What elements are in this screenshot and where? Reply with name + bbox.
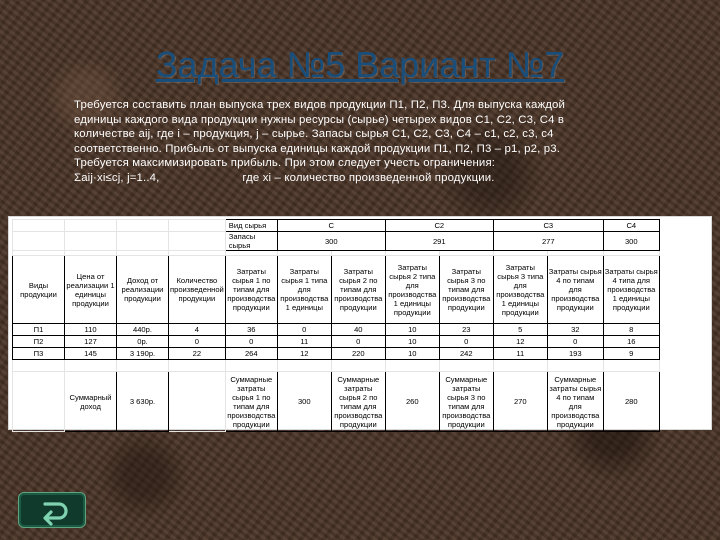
table-cell: 32 — [547, 324, 603, 336]
empty-cell — [225, 360, 277, 372]
spreadsheet-table — [12, 219, 660, 432]
empty-cell — [169, 220, 226, 232]
empty-cell — [13, 220, 65, 232]
raw-type-label: Вид сырья — [225, 220, 277, 232]
back-button[interactable] — [18, 492, 86, 528]
slide-title: Задача №5 Вариант №7 — [155, 44, 565, 85]
table-cell: 5 — [493, 324, 547, 336]
empty-cell — [603, 360, 659, 372]
sum-raw4-value: 280 — [603, 372, 659, 432]
sum-raw3-label: Суммарные затраты сырья 3 по типам для производства продукции — [439, 372, 493, 432]
table-cell: 4 — [169, 324, 226, 336]
table-cell: П2 — [13, 336, 65, 348]
stock-c2: 291 — [385, 232, 493, 251]
empty-cell — [439, 360, 493, 372]
empty-cell — [13, 232, 65, 251]
sum-raw1-value: 300 — [277, 372, 331, 432]
raw-type-c3: С3 — [493, 220, 603, 232]
table-cell: 8 — [603, 324, 659, 336]
empty-cell — [117, 220, 169, 232]
empty-cell — [493, 360, 547, 372]
table-cell: 0р. — [117, 336, 169, 348]
empty-cell — [117, 232, 169, 251]
table-cell: П3 — [13, 348, 65, 360]
header-raw2-spend: Затраты сырья 2 по типам для производства продукции — [331, 256, 385, 324]
task-line: соответственно. Прибыль от выпуска единицы каждой продукции П1, П2, П3 – р1, р2, р3. — [74, 142, 561, 155]
empty-cell — [117, 360, 169, 372]
table-cell: 11 — [493, 348, 547, 360]
header-raw3-per-unit: Затраты сырья 3 типа для производства 1 единицы продукции — [493, 256, 547, 324]
table-cell: 0 — [439, 336, 493, 348]
task-line: единицы каждого вида продукции нужны ресурсы (сырье) четырех видов С1, С2, С3, С4 в — [74, 113, 565, 126]
table-cell: 193 — [547, 348, 603, 360]
total-income-label: Суммарный доход — [65, 372, 117, 432]
empty-cell — [65, 232, 117, 251]
task-line: Требуется составить план выпуска трех видов продукции П1, П2, П3. Для выпуска каждой — [74, 99, 566, 111]
table-cell: 0 — [169, 336, 226, 348]
empty-cell — [277, 360, 331, 372]
raw-type-c1: С — [277, 220, 385, 232]
table-cell: П1 — [13, 324, 65, 336]
empty-cell — [331, 360, 385, 372]
empty-cell — [13, 360, 65, 372]
table-cell: 0 — [225, 336, 277, 348]
header-raw3-spend: Затраты сырья 3 по типам для производства продукции — [439, 256, 493, 324]
empty-cell — [65, 220, 117, 232]
table-cell: 145 — [65, 348, 117, 360]
table-cell: 264 — [225, 348, 277, 360]
table-cell: 9 — [603, 348, 659, 360]
stock-label: Запасы сырья — [225, 232, 277, 251]
empty-cell — [169, 232, 226, 251]
table-cell: 10 — [385, 348, 439, 360]
table-cell: 23 — [439, 324, 493, 336]
table-cell: 127 — [65, 336, 117, 348]
table-cell: 12 — [493, 336, 547, 348]
sum-raw4-label: Суммарные затраты сырья 4 по типам для производства продукции — [547, 372, 603, 432]
table-cell: 0 — [547, 336, 603, 348]
header-raw1-spend: Затраты сырья 1 по типам для производства продукции — [225, 256, 277, 324]
stock-c4: 300 — [603, 232, 659, 251]
header-income: Доход от реализации продукции — [117, 256, 169, 324]
empty-cell — [385, 360, 439, 372]
header-quantity: Количество произведенной продукции — [169, 256, 226, 324]
table-cell: 3 190р. — [117, 348, 169, 360]
header-raw4-spend: Затраты сырья 4 по типам для производства продукции — [547, 256, 603, 324]
table-cell: 242 — [439, 348, 493, 360]
table-cell: 22 — [169, 348, 226, 360]
table-cell: 12 — [277, 348, 331, 360]
spreadsheet-panel — [8, 216, 712, 430]
table-cell: 36 — [225, 324, 277, 336]
empty-cell — [65, 360, 117, 372]
task-line: Требуется максимизировать прибыль. При этом следует учесть ограничения: — [74, 157, 496, 170]
table-cell: 220 — [331, 348, 385, 360]
task-line: Σaij·xi≤cj, j=1..4, где xi – количество произведенной продукции. — [74, 171, 495, 184]
header-types: Виды продукции — [13, 256, 65, 324]
stock-c3: 277 — [493, 232, 603, 251]
sum-raw1-label: Суммарные затраты сырья 1 по типам для производства продукции — [225, 372, 277, 432]
table-cell: 10 — [385, 324, 439, 336]
table-cell: 16 — [603, 336, 659, 348]
sum-raw3-value: 270 — [493, 372, 547, 432]
table-cell: 0 — [331, 336, 385, 348]
raw-type-c4: С4 — [603, 220, 659, 232]
stock-c1: 300 — [277, 232, 385, 251]
table-cell: 440р. — [117, 324, 169, 336]
task-description — [74, 98, 694, 186]
header-raw4-per-unit: Затраты сырья 4 типа для производства 1 единицы продукции — [603, 256, 659, 324]
sum-raw2-value: 260 — [385, 372, 439, 432]
header-raw1-per-unit: Затраты сырья 1 типа для производства 1 единицы — [277, 256, 331, 324]
table-cell: 0 — [277, 324, 331, 336]
table-cell: 11 — [277, 336, 331, 348]
return-arrow-icon — [19, 493, 87, 529]
empty-cell — [547, 360, 603, 372]
table-cell: 110 — [65, 324, 117, 336]
empty-cell — [13, 372, 65, 432]
table-cell: 10 — [385, 336, 439, 348]
empty-cell — [169, 372, 226, 432]
task-line: количестве aij, где i – продукция, j – сырье. Запасы сырья С1, С2, С3, С4 – с1, с2, с3, с4 — [74, 128, 554, 141]
table-cell: 40 — [331, 324, 385, 336]
raw-type-c2: С2 — [385, 220, 493, 232]
header-price: Цена от реализации 1 единицы продукции — [65, 256, 117, 324]
empty-cell — [169, 360, 226, 372]
sum-raw2-label: Суммарные затраты сырья 2 по типам для производства продукции — [331, 372, 385, 432]
total-income-value: 3 630р. — [117, 372, 169, 432]
header-raw2-per-unit: Затраты сырья 2 типа для производства 1 единицы продукции — [385, 256, 439, 324]
